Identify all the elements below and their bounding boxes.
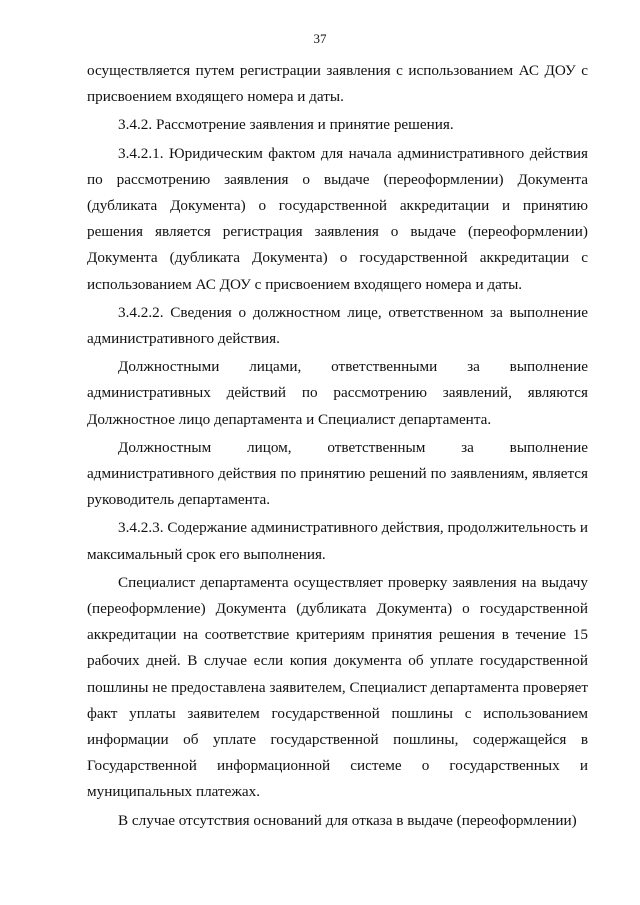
paragraph: В случае отсутствия оснований для отказа в выдаче (переоформлении) xyxy=(118,811,577,829)
paragraph: Должностными лицами, ответственными за выполнение административных действий по рассмотрению заявлений, являются Должностное лицо департамента и Специалист департамента. xyxy=(87,358,588,428)
page-number: 37 xyxy=(313,31,327,46)
section-heading: 3.4.2. Рассмотрение заявления и принятие решения. xyxy=(118,116,454,134)
paragraph: 3.4.2.2. Сведения о должностном лице, ответственном за выполнение административного действия. xyxy=(87,303,588,348)
paragraph: 3.4.2.3. Содержание административного действия, продолжительность и максимальный срок его выполнения. xyxy=(87,519,588,563)
document-body xyxy=(87,58,588,834)
paragraph: 3.4.2.1. Юридическим фактом для начала административного действия по рассмотрению заявления о выдаче (переоформлении) Документа (дубликата Документа) о государственной аккредитации и принятию решения является регистрация заявления о выдаче (переоформлении) Документа (дубликата Документа) о государственной аккредитации с использованием АС ДОУ с присвоением входящего номера и даты. xyxy=(87,144,588,293)
paragraph: Должностным лицом, ответственным за выполнение административного действия по принятию решений по заявлениям, является руководитель департамента. xyxy=(87,438,588,509)
paragraph: Специалист департамента осуществляет проверку заявления на выдачу (переоформление) Документа (дубликата Документа) о государственной аккредитации на соответствие критериям принятия решения в течение 15 рабочих дней. В случае если копия документа об уплате государственной пошлины не предоставлена заявителем, Специалист департамента проверяет факт уплаты заявителем государственной пошлины с использованием информации об уплате государственной пошлины, содержащейся в Государственной информационной системе о государственных и муниципальных платежах. xyxy=(87,573,588,801)
paragraph: осуществляется путем регистрации заявления с использованием АС ДОУ с присвоением входящего номера и даты. xyxy=(87,62,588,106)
